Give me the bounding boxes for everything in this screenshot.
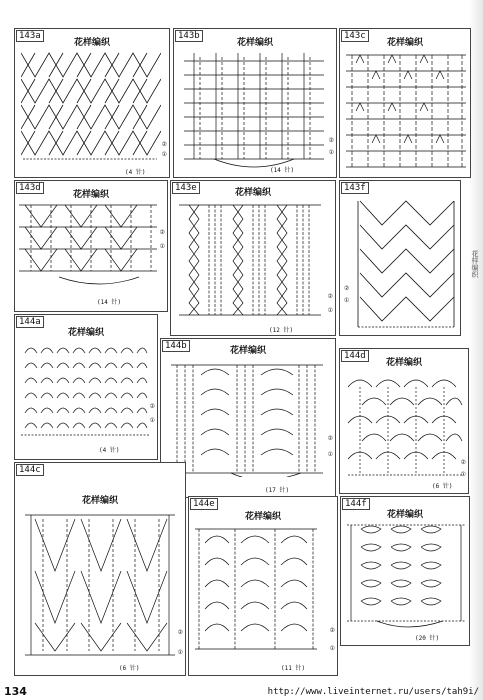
row-label: ① — [159, 243, 165, 250]
stitch-count: (14 针) — [97, 299, 122, 306]
panel-143b — [173, 28, 337, 178]
panel-title: 花样编织 — [81, 496, 118, 506]
panel-id: 144f — [342, 498, 370, 510]
panel-id: 144d — [341, 350, 369, 362]
crochet-chart-shell-columns — [195, 525, 317, 657]
page-number: 134 — [4, 685, 27, 698]
stitch-count: (6 针) — [432, 483, 453, 490]
panel-title: 花样编织 — [244, 512, 281, 522]
crochet-chart-zigzag — [356, 197, 458, 333]
row-label: ① — [344, 297, 350, 304]
panel-title: 花样编织 — [73, 38, 110, 48]
row-label: ② — [328, 137, 334, 144]
crochet-chart-leaf-columns — [347, 521, 465, 631]
row-label: ② — [327, 293, 333, 300]
panel-id: 143d — [16, 182, 44, 194]
panel-title: 花样编织 — [385, 358, 422, 368]
panel-143f — [339, 180, 461, 336]
panel-144c — [14, 462, 186, 676]
row-label: ① — [161, 151, 167, 158]
row-label: ② — [161, 141, 167, 148]
stitch-count: (11 针) — [281, 665, 306, 672]
panel-title: 花样编织 — [386, 510, 423, 520]
panel-id: 143f — [341, 182, 369, 194]
panel-title: 花样编织 — [386, 38, 423, 48]
stitch-count: (14 针) — [270, 167, 295, 174]
stitch-count: (6 针) — [119, 665, 140, 672]
panel-title: 花样编织 — [234, 188, 271, 198]
panel-id: 143a — [16, 30, 44, 42]
panel-title: 花样编织 — [236, 38, 273, 48]
crochet-chart-pineapple-columns — [171, 361, 323, 477]
crochet-chart-v-stitch — [346, 49, 466, 175]
panel-title: 花样编织 — [67, 328, 104, 338]
row-label: ① — [327, 307, 333, 314]
panel-144e — [188, 496, 338, 676]
row-label: ② — [149, 403, 155, 410]
row-label: ② — [327, 435, 333, 442]
crochet-chart-diamond-mesh — [21, 49, 161, 171]
stitch-count: (20 针) — [415, 635, 440, 642]
panel-143d — [14, 180, 168, 312]
crochet-chart-shell-rows — [21, 341, 149, 441]
panel-title: 花样编织 — [229, 346, 266, 356]
row-label: ① — [329, 645, 335, 652]
crochet-chart-vertical-columns — [184, 51, 324, 169]
row-label: ② — [344, 285, 350, 292]
panel-id: 144e — [190, 498, 218, 510]
page-edge-shadow — [469, 0, 483, 700]
panel-id: 143e — [172, 182, 200, 194]
panel-144b — [160, 338, 336, 498]
row-label: ② — [329, 627, 335, 634]
source-url-link[interactable]: http://www.liveinternet.ru/users/tah9i/ — [267, 687, 479, 697]
stitch-count: (12 针) — [269, 327, 294, 334]
crochet-chart-fan-triangles — [19, 201, 157, 293]
row-label: ② — [177, 629, 183, 636]
panel-144d — [339, 348, 469, 494]
panel-143a — [14, 28, 170, 178]
crochet-chart-triangle-columns — [25, 511, 175, 661]
row-label: ① — [149, 417, 155, 424]
panel-title: 花样编织 — [72, 190, 109, 200]
stitch-count: (17 针) — [265, 487, 290, 494]
side-text: 花样编织 — [471, 250, 479, 278]
row-label: ① — [177, 649, 183, 656]
row-label: ① — [460, 471, 466, 478]
crochet-chart-scallop-fans — [346, 371, 464, 483]
crochet-chart-cable-columns — [179, 201, 321, 323]
panel-id: 143c — [341, 30, 369, 42]
panel-144a — [14, 314, 158, 460]
row-label: ② — [159, 229, 165, 236]
panel-id: 144a — [16, 316, 44, 328]
stitch-count: (4 针) — [125, 169, 146, 176]
panel-143c — [339, 28, 471, 178]
panel-144f — [340, 496, 470, 646]
panel-id: 143b — [175, 30, 203, 42]
panel-id: 144c — [16, 464, 44, 476]
row-label: ① — [328, 149, 334, 156]
panel-id: 144b — [162, 340, 190, 352]
row-label: ② — [460, 459, 466, 466]
stitch-count: (4 针) — [99, 447, 120, 454]
row-label: ① — [327, 451, 333, 458]
panel-143e — [170, 180, 336, 336]
